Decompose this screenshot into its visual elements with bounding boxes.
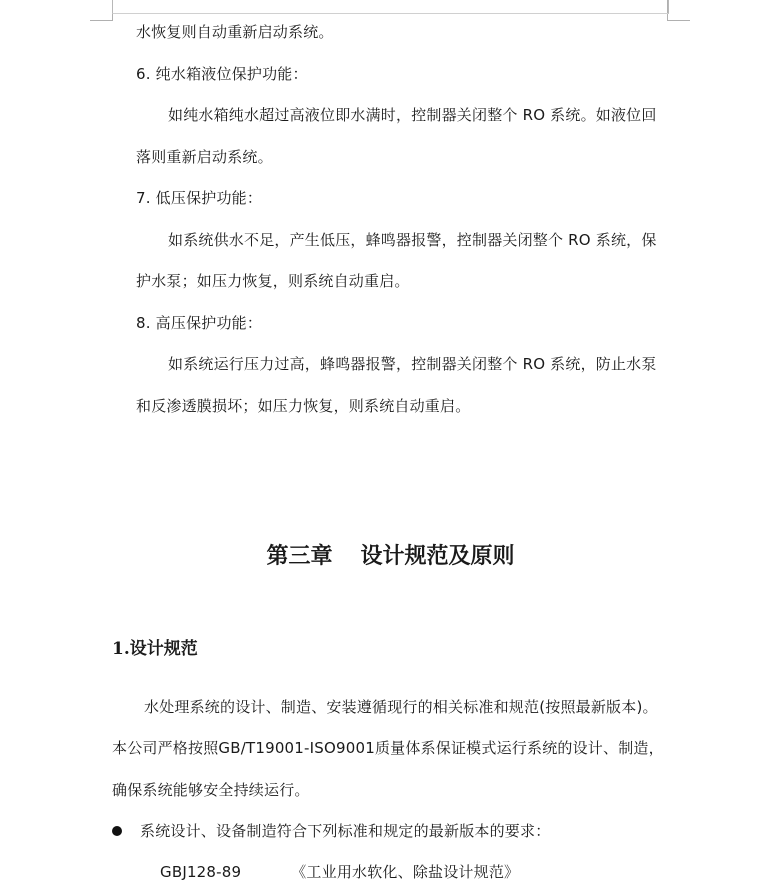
item-7-body-line1: 如系统供水不足，产生低压，蜂鸣器报警，控制器关闭整个 RO 系统，保 [168,231,657,249]
standard-name: 《工业用水软化、除盐设计规范》 [291,863,520,881]
item-6-body-line2: 落则重新启动系统。 [136,148,273,166]
item-8-title: 8. 高压保护功能： [136,314,263,332]
crop-mark-right [667,0,690,21]
item-8-body-line1: 如系统运行压力过高，蜂鸣器报警，控制器关闭整个 RO 系统，防止水泵 [168,355,657,373]
paragraph-line1: 水处理系统的设计、制造、安装遵循现行的相关标准和规范(按照最新版本)。 [144,698,658,716]
bullet-text: 系统设计、设备制造符合下列标准和规定的最新版本的要求： [140,822,551,840]
chapter-heading [0,542,781,570]
item-7-title: 7. 低压保护功能： [136,189,263,207]
item-6-body-line1: 如纯水箱纯水超过高液位即水满时，控制器关闭整个 RO 系统。如液位回 [168,106,657,124]
section-heading: 1.设计规范 [112,639,198,659]
paragraph-line2: 本公司严格按照GB/T19001-ISO9001质量体系保证模式运行系统的设计、制造， [112,739,664,757]
item-6-title: 6. 纯水箱液位保护功能： [136,65,308,83]
bullet-icon [112,826,122,836]
paragraph-line3: 确保系统能够安全持续运行。 [112,781,310,799]
crop-mark-left [90,0,113,21]
chapter-title: 设计规范及原则 [360,543,515,569]
item-8-body-line2: 和反渗透膜损坏；如压力恢复，则系统自动重启。 [136,397,471,415]
standard-code: GBJ128-89 [160,863,242,881]
standard-item [160,862,519,882]
continuation-text: 水恢复则自动重新启动系统。 [136,23,334,41]
page-top-border [112,0,669,14]
chapter-number: 第三章 [266,543,333,569]
item-7-body-line2: 护水泵；如压力恢复，则系统自动重启。 [136,272,410,290]
